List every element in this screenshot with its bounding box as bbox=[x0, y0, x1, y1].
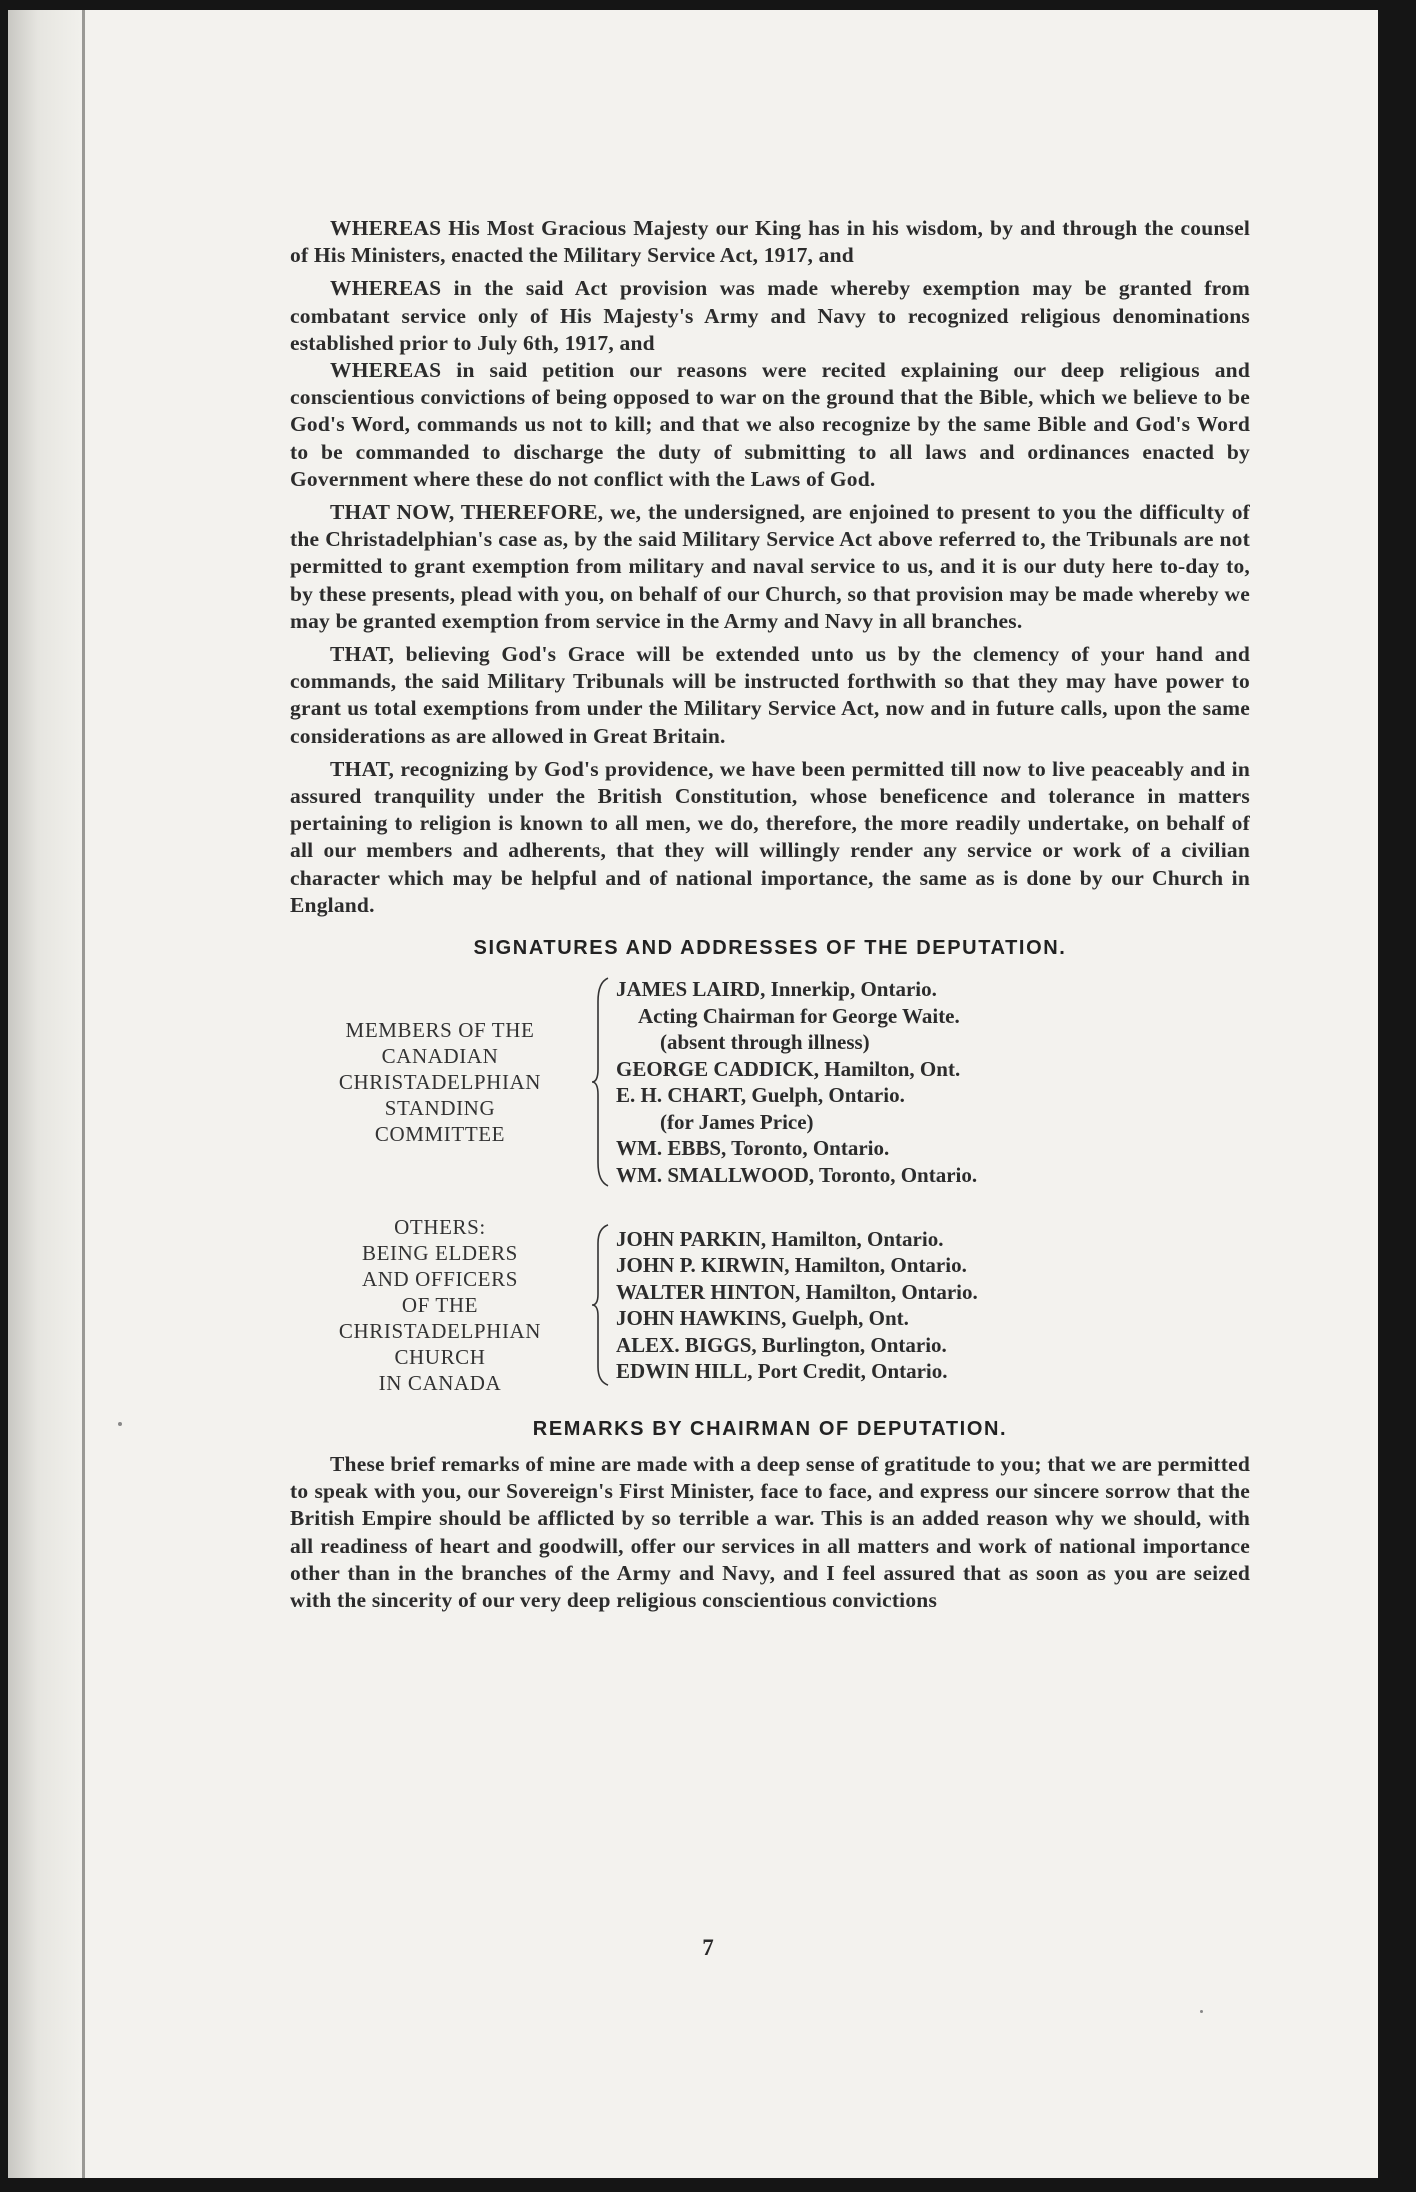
others-label-line: BEING ELDERS bbox=[362, 1241, 518, 1266]
committee-label-line: CANADIAN bbox=[381, 1044, 499, 1069]
others-brace bbox=[590, 1214, 616, 1396]
others-names bbox=[616, 1226, 978, 1385]
paragraph-that-believing: THAT, believing God's Grace will be extended unto us by the clemency of your hand and commands, the said Military Tribunals will be instructed forthwith so that they may have power to grant us total exemptions from under the Military Service Act, now and in future calls, upon the same considerations as are allowed in Great Britain. bbox=[290, 642, 1250, 748]
others-label-line: OF THE bbox=[401, 1293, 479, 1318]
paragraph-whereas-3: WHEREAS in said petition our reasons were recited explaining our deep religious and conscientious convictions of being opposed to war on the ground that the Bible, which we believe to be God's Word, commands us not to kill; and that we also recognize by the same Bible and God's Word to be commanded to discharge the duty of submitting to all laws and ordinances enacted by Government where these do not conflict with the Laws of God. bbox=[290, 358, 1250, 491]
committee-name: GEORGE CADDICK, Hamilton, Ont. bbox=[616, 1056, 961, 1081]
others-name: EDWIN HILL, Port Credit, Ontario. bbox=[616, 1359, 948, 1384]
others-group bbox=[290, 1214, 1250, 1396]
committee-name-note: (for James Price) bbox=[660, 1109, 814, 1134]
committee-group bbox=[290, 976, 1250, 1188]
committee-name: WM. EBBS, Toronto, Ontario. bbox=[616, 1136, 890, 1161]
committee-name: E. H. CHART, Guelph, Ontario. bbox=[616, 1083, 905, 1108]
paragraph-whereas-2: WHEREAS in the said Act provision was made whereby exemption may be granted from combatant service only of His Majesty's Army and Navy to recognized religious denominations established prior to July 6th, 1917, and bbox=[290, 276, 1250, 355]
page-number: 7 bbox=[702, 1935, 714, 1960]
remarks-paragraph: These brief remarks of mine are made with a deep sense of gratitude to you; that we are permitted to speak with you, our Sovereign's First Minister, face to face, and express our sincere sorrow that the British Empire should be afflicted by so terrible a war. This is an added reason why we should, with all readiness of heart and goodwill, offer our services in all matters and work of national importance other than in the branches of the Army and Navy, and I feel assured that as soon as you are seized with the sincerity of our very deep religious conscientious convictions bbox=[290, 1452, 1250, 1613]
committee-label-line: COMMITTEE bbox=[374, 1122, 506, 1147]
others-name: JOHN PARKIN, Hamilton, Ontario. bbox=[616, 1226, 944, 1251]
others-name: JOHN P. KIRWIN, Hamilton, Ontario. bbox=[616, 1253, 967, 1278]
committee-label-line: MEMBERS OF THE bbox=[345, 1018, 535, 1043]
scan-speck bbox=[1200, 2010, 1203, 2013]
binding-shadow bbox=[8, 10, 88, 2178]
remarks-heading: REMARKS BY CHAIRMAN OF DEPUTATION. bbox=[532, 1418, 1008, 1441]
others-label-line: AND OFFICERS bbox=[362, 1267, 518, 1292]
committee-name: WM. SMALLWOOD, Toronto, Ontario. bbox=[616, 1162, 978, 1187]
committee-name-note: Acting Chairman for George Waite. bbox=[638, 1003, 960, 1028]
committee-brace bbox=[590, 976, 616, 1188]
document-body bbox=[290, 215, 1250, 1614]
paragraph-whereas-1: WHEREAS His Most Gracious Majesty our King has in his wisdom, by and through the counsel of His Ministers, enacted the Military Service Act, 1917, and bbox=[290, 216, 1250, 268]
committee-label bbox=[290, 1017, 590, 1147]
binding-fold-line bbox=[82, 10, 85, 2178]
committee-names bbox=[616, 976, 977, 1188]
paragraph-that-now: THAT NOW, THEREFORE, we, the undersigned, are enjoined to present to you the difficulty of the Christadelphian's case as, by the said Military Service Act above referred to, the Tribunals are not permitted to grant exemption from military and naval service to us, and it is our duty here to-day to, by these presents, plead with you, on behalf of our Church, so that provision may be made whereby we may be granted exemption from service in the Army and Navy in all branches. bbox=[290, 500, 1250, 633]
others-label-line: OTHERS: bbox=[394, 1215, 486, 1240]
others-name: ALEX. BIGGS, Burlington, Ontario. bbox=[616, 1332, 947, 1357]
others-label-line: IN CANADA bbox=[378, 1371, 502, 1396]
others-name: JOHN HAWKINS, Guelph, Ont. bbox=[616, 1306, 909, 1331]
scan-speck bbox=[118, 1422, 122, 1426]
signatures-heading: SIGNATURES AND ADDRESSES OF THE DEPUTATION. bbox=[473, 937, 1067, 960]
others-label-line: CHURCH bbox=[394, 1345, 486, 1370]
others-name: WALTER HINTON, Hamilton, Ontario. bbox=[616, 1279, 978, 1304]
others-label-line: CHRISTADELPHIAN bbox=[338, 1319, 542, 1344]
committee-name: JAMES LAIRD, Innerkip, Ontario. bbox=[616, 977, 937, 1002]
paragraph-that-recognizing: THAT, recognizing by God's providence, we have been permitted till now to live peaceably and in assured tranquility under the British Constitution, whose beneficence and tolerance in matters pertaining to religion is known to all men, we do, therefore, the more readily undertake, on behalf of all our members and adherents, that they will willingly render any service or work of a civilian character which may be helpful and of national importance, the same as is done by our Church in England. bbox=[290, 756, 1250, 917]
others-label bbox=[290, 1214, 590, 1396]
committee-label-line: CHRISTADELPHIAN bbox=[338, 1070, 542, 1095]
committee-label-line: STANDING bbox=[384, 1096, 496, 1121]
committee-name-note: (absent through illness) bbox=[660, 1030, 870, 1055]
